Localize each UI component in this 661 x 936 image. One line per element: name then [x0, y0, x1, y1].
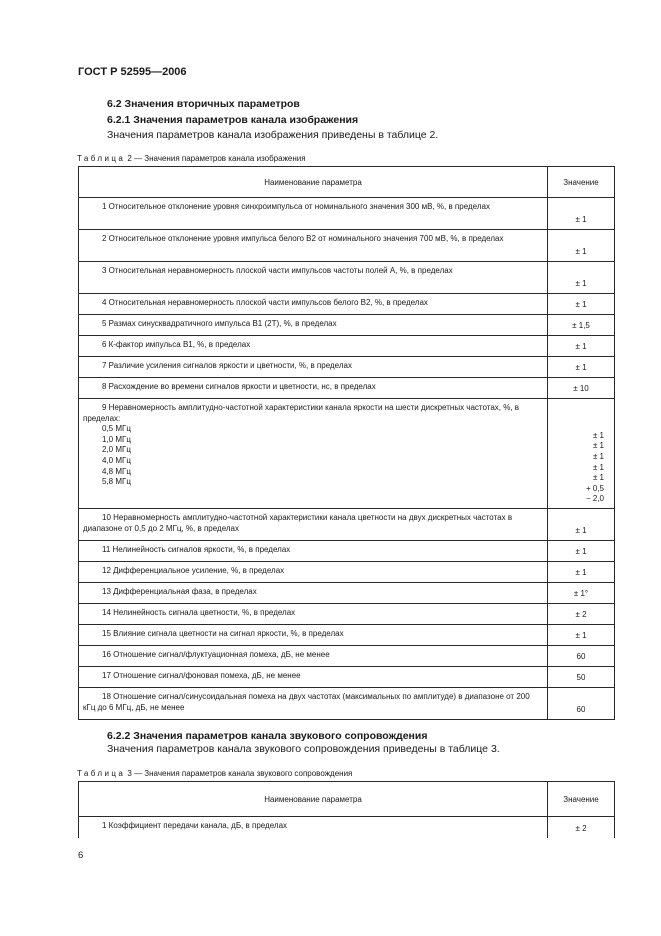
table-cell-name: 17 Отношение сигнал/фоновая помеха, дБ, не менее — [79, 667, 548, 688]
table-row — [79, 583, 615, 604]
table-2-header-row — [79, 167, 615, 198]
table-cell-value: ± 1 — [548, 357, 615, 378]
table-row — [79, 230, 615, 262]
table-cell-name: 4 Относительная неравномерность плоской части импульсов белого В2, %, в пределах — [79, 294, 548, 315]
table-2-header-value: Значение — [548, 167, 615, 198]
table-cell-value: 60 — [548, 646, 615, 667]
table-cell-value: ± 2 — [548, 604, 615, 625]
table-3-header-name: Наименование параметра — [79, 782, 548, 817]
table-cell-name: 5 Размах синусквадратичного импульса В1 (2Т), %, в пределах — [79, 315, 548, 336]
table-row — [79, 667, 615, 688]
table-cell-value: ± 1 — [548, 541, 615, 562]
table-cell-value: ± 1 — [548, 262, 615, 294]
table-cell-value: ± 1 — [548, 625, 615, 646]
paragraph-6-2-1: Значения параметров канала изображения приведены в таблице 2. — [107, 129, 439, 141]
table-3-caption-text: 3 — Значения параметров канала звукового сопровождения — [125, 769, 353, 778]
table-row — [79, 336, 615, 357]
page-number: 6 — [78, 850, 84, 861]
table-3 — [78, 781, 615, 838]
table-row — [79, 399, 615, 509]
frequency-label: 4,8 МГц — [102, 466, 131, 476]
table-cell-name: 6 К-фактор импульса В1, %, в пределах — [79, 336, 548, 357]
table-cell-value: ± 1,5 — [548, 315, 615, 336]
table-cell-name: 13 Дифференциальная фаза, в пределах — [79, 583, 548, 604]
table-cell-value: ± 1 — [548, 294, 615, 315]
table-cell-name: 3 Относительная неравномерность плоской части импульсов частоты полей А, %, в пределах — [79, 262, 548, 294]
table-cell-name: 8 Расхождение во времени сигналов яркости и цветности, нс, в пределах — [79, 378, 548, 399]
table-2 — [78, 166, 615, 720]
table-cell-name: 1 Относительное отклонение уровня синхроимпульса от номинального значения 300 мВ, %, в пределах — [79, 198, 548, 230]
table-row — [79, 315, 615, 336]
table-cell-value: ± 1 ± 1 ± 1 ± 1 ± 1 + 0,5 − 2,0 — [548, 399, 615, 509]
table-cell-name: 11 Нелинейность сигналов яркости, %, в пределах — [79, 541, 548, 562]
table-cell-value: ± 1 — [548, 509, 615, 541]
table-cell-name: 10 Неравномерность амплитудно-частотной характеристики канала цветности на двух дискретных частотах в диапазоне от 0,5 до 2 МГц, %, в пределах — [79, 509, 548, 541]
frequency-label: 5,8 МГц — [102, 477, 131, 487]
frequency-label: 2,0 МГц — [102, 445, 131, 455]
table-cell-name: 1 Коэффициент передачи канала, дБ, в пределах — [79, 817, 548, 838]
table-cell-value: ± 1 — [548, 230, 615, 262]
section-heading-6-2-2: 6.2.2 Значения параметров канала звукового сопровождения — [107, 730, 428, 742]
table-2-caption-prefix: Таблица — [77, 154, 126, 163]
table-row — [79, 817, 615, 838]
table-cell-name: 9 Неравномерность амплитудно-частотной характеристики канала яркости на шести дискретных частотах, %, в пределах: 0,5 МГц 1,0 МГц 2,0 МГц 4,0 МГц 4,8 МГц 5,8 МГц — [79, 399, 548, 509]
table-cell-value: 60 — [548, 688, 615, 720]
table-2-caption — [77, 154, 306, 163]
table-2-caption-text: 2 — Значения параметров канала изображения — [125, 154, 306, 163]
table-cell-value: ± 1 — [548, 336, 615, 357]
table-row — [79, 646, 615, 667]
table-row — [79, 294, 615, 315]
table-row — [79, 198, 615, 230]
table-cell-name: 14 Нелинейность сигнала цветности, %, в пределах — [79, 604, 548, 625]
table-cell-value: 50 — [548, 667, 615, 688]
table-cell-value: ± 1 — [548, 198, 615, 230]
table-cell-name: 7 Различие усиления сигналов яркости и цветности, %, в пределах — [79, 357, 548, 378]
table-cell-name: 16 Отношение сигнал/флуктуационная помеха, дБ, не менее — [79, 646, 548, 667]
document-header: ГОСТ Р 52595—2006 — [78, 66, 187, 78]
table-row — [79, 625, 615, 646]
table-3-caption-prefix: Таблица — [77, 769, 126, 778]
table-row — [79, 509, 615, 541]
table-3-caption — [77, 769, 352, 778]
table-row — [79, 541, 615, 562]
table-row — [79, 357, 615, 378]
table-cell-name: 15 Влияние сигнала цветности на сигнал яркости, %, в пределах — [79, 625, 548, 646]
table-cell-value: ± 2 — [548, 817, 615, 838]
table-row — [79, 604, 615, 625]
table-2-header-name: Наименование параметра — [79, 167, 548, 198]
table-3-header-row — [79, 782, 615, 817]
section-heading-6-2-1: 6.2.1 Значения параметров канала изображения — [107, 114, 359, 126]
frequency-label: 0,5 МГц — [102, 424, 131, 434]
table-cell-name: 12 Дифференциальное усиление, %, в пределах — [79, 562, 548, 583]
frequency-label: 1,0 МГц — [102, 434, 131, 444]
table-row — [79, 262, 615, 294]
table-cell-value: ± 10 — [548, 378, 615, 399]
frequency-label: 4,0 МГц — [102, 455, 131, 465]
table-row — [79, 562, 615, 583]
table-cell-name: 18 Отношение сигнал/синусоидальная помеха на двух частотах (максимальных по амплитуде) в диапазоне от 200 кГц до 6 МГц, дБ, не менее — [79, 688, 548, 720]
table-cell-name: 2 Относительное отклонение уровня импульса белого В2 от номинального значения 700 мВ, %, в пределах — [79, 230, 548, 262]
paragraph-6-2-2: Значения параметров канала звукового сопровождения приведены в таблице 3. — [107, 743, 500, 755]
table-row — [79, 378, 615, 399]
table-row — [79, 688, 615, 720]
table-3-header-value: Значение — [548, 782, 615, 817]
section-heading-6-2: 6.2 Значения вторичных параметров — [107, 98, 300, 110]
table-cell-value: ± 1° — [548, 583, 615, 604]
table-cell-value: ± 1 — [548, 562, 615, 583]
